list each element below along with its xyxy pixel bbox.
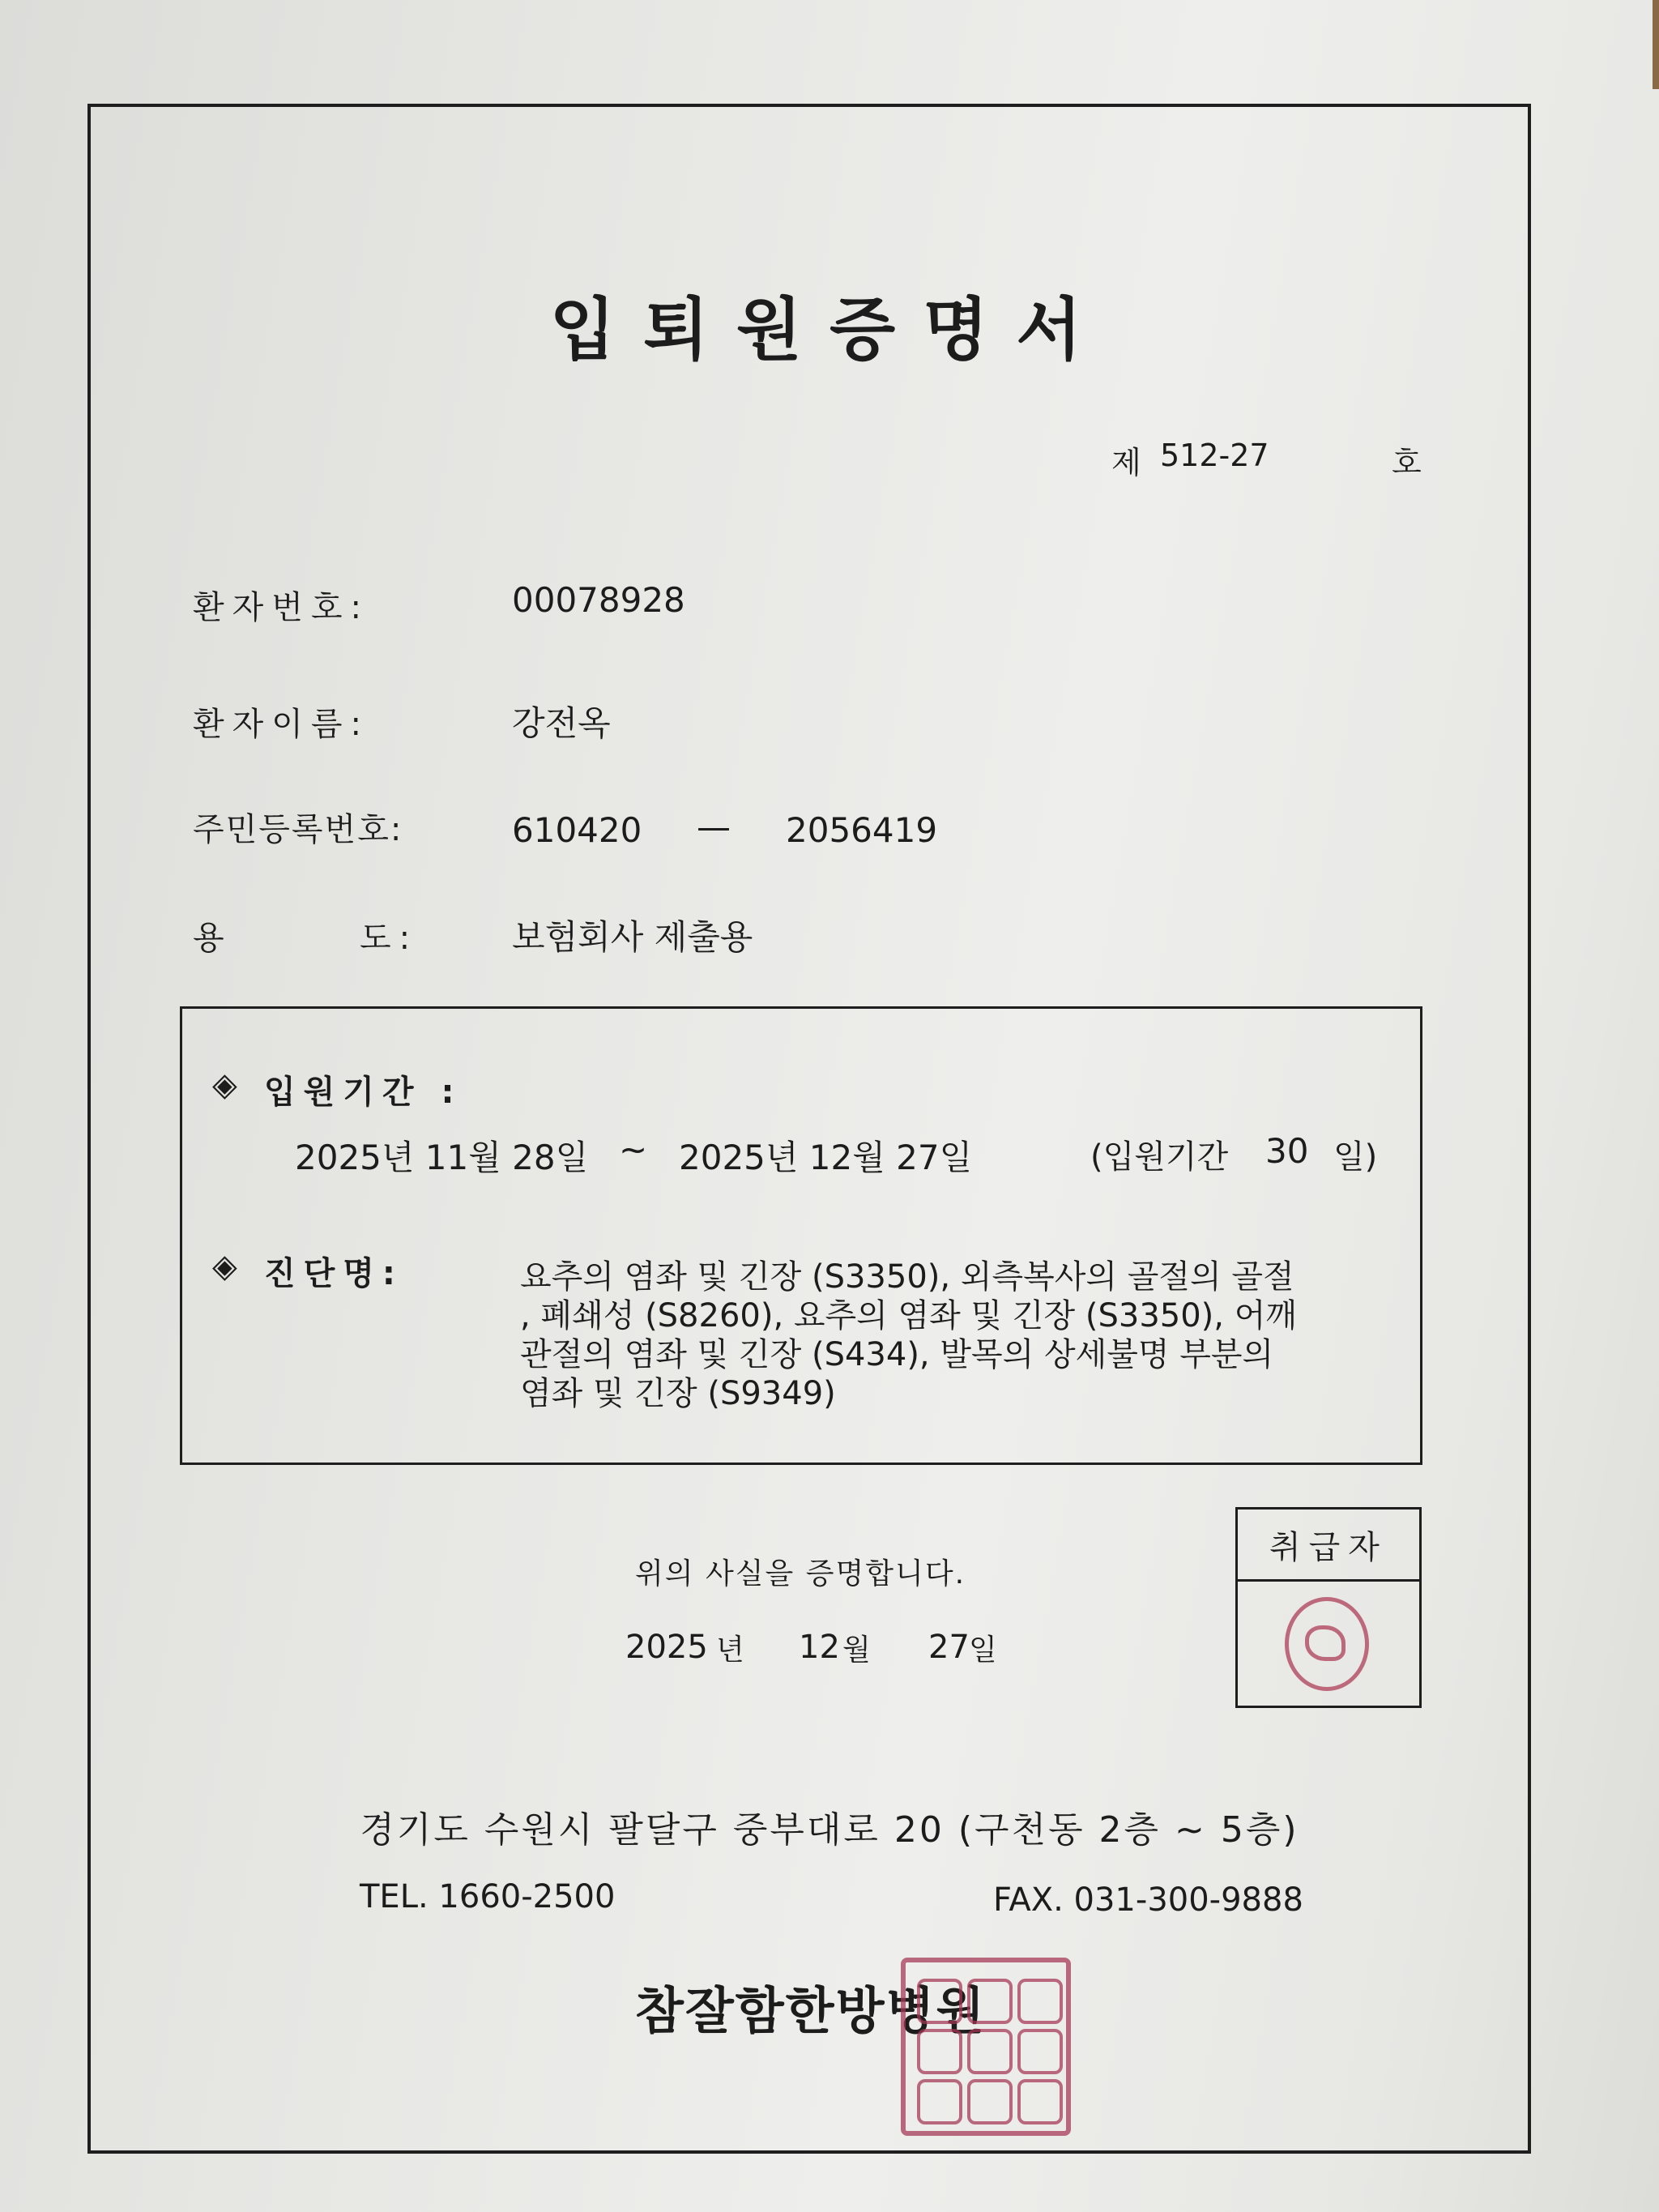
resident-number-label: 주민등록번호: — [193, 811, 403, 848]
period-total-days: 30 — [1265, 1131, 1309, 1171]
issue-date-year: 2025 — [625, 1629, 708, 1666]
hospital-name: 참잘함한방병원 — [635, 1981, 987, 2040]
diagnosis-label: 진단명: — [264, 1255, 403, 1292]
period-label: 입원기간 : — [264, 1074, 463, 1111]
patient-name-value: 강전옥 — [512, 703, 611, 743]
issue-date-month: 12 — [799, 1629, 840, 1666]
hospital-address: 경기도 수원시 팔달구 중부대로 20 (구천동 2층 ~ 5층) — [360, 1809, 1299, 1851]
handler-label: 취급자 — [1238, 1510, 1419, 1582]
issue-date-year-unit: 년 — [716, 1633, 744, 1667]
period-start: 2025년 11월 28일 — [295, 1138, 589, 1177]
handler-stamp-box — [1235, 1507, 1422, 1708]
hospital-seal-icon — [901, 1958, 1071, 2136]
doc-number: 512-27 — [1160, 438, 1269, 473]
issue-date-day: 27 — [928, 1629, 970, 1666]
issue-date-month-unit: 월 — [842, 1633, 871, 1667]
doc-number-suffix: 호 — [1392, 445, 1422, 480]
purpose-label-end: 도: — [360, 920, 419, 957]
background-wood-edge — [1653, 0, 1659, 89]
diagnosis-line: 관절의 염좌 및 긴장 (S434), 발목의 상세불명 부분의 — [520, 1336, 1274, 1373]
diamond-bullet-icon: ◈ — [212, 1066, 237, 1104]
hospital-tel: TEL. 1660-2500 — [360, 1878, 616, 1915]
doc-number-prefix: 제 — [1111, 445, 1141, 480]
handler-seal-icon — [1285, 1597, 1369, 1691]
issue-date-day-unit: 일 — [969, 1633, 997, 1667]
diagnosis-line: 요추의 염좌 및 긴장 (S3350), 외측복사의 골절의 골절 — [520, 1258, 1294, 1296]
resident-number-front: 610420 — [512, 810, 642, 850]
patient-name-label: 환자이름: — [193, 706, 370, 743]
period-tilde: ~ — [619, 1129, 648, 1169]
period-end: 2025년 12월 27일 — [679, 1138, 973, 1177]
diamond-bullet-icon: ◈ — [212, 1248, 237, 1285]
purpose-value: 보험회사 제출용 — [512, 917, 753, 957]
certification-statement: 위의 사실을 증명합니다. — [634, 1557, 966, 1591]
document-title: 입퇴원증명서 — [549, 290, 1110, 369]
purpose-label: 용 — [193, 920, 232, 957]
patient-number-value: 00078928 — [512, 580, 685, 620]
diagnosis-line: , 폐쇄성 (S8260), 요추의 염좌 및 긴장 (S3350), 어깨 — [520, 1297, 1297, 1334]
diagnosis-line: 염좌 및 긴장 (S9349) — [520, 1375, 836, 1412]
resident-number-dash: — — [697, 807, 731, 847]
period-total-close: 일) — [1333, 1138, 1378, 1176]
period-total-open: (입원기간 — [1090, 1138, 1229, 1176]
hospital-fax: FAX. 031-300-9888 — [993, 1881, 1303, 1919]
resident-number-back: 2056419 — [786, 810, 938, 850]
patient-number-label: 환자번호: — [193, 589, 370, 626]
